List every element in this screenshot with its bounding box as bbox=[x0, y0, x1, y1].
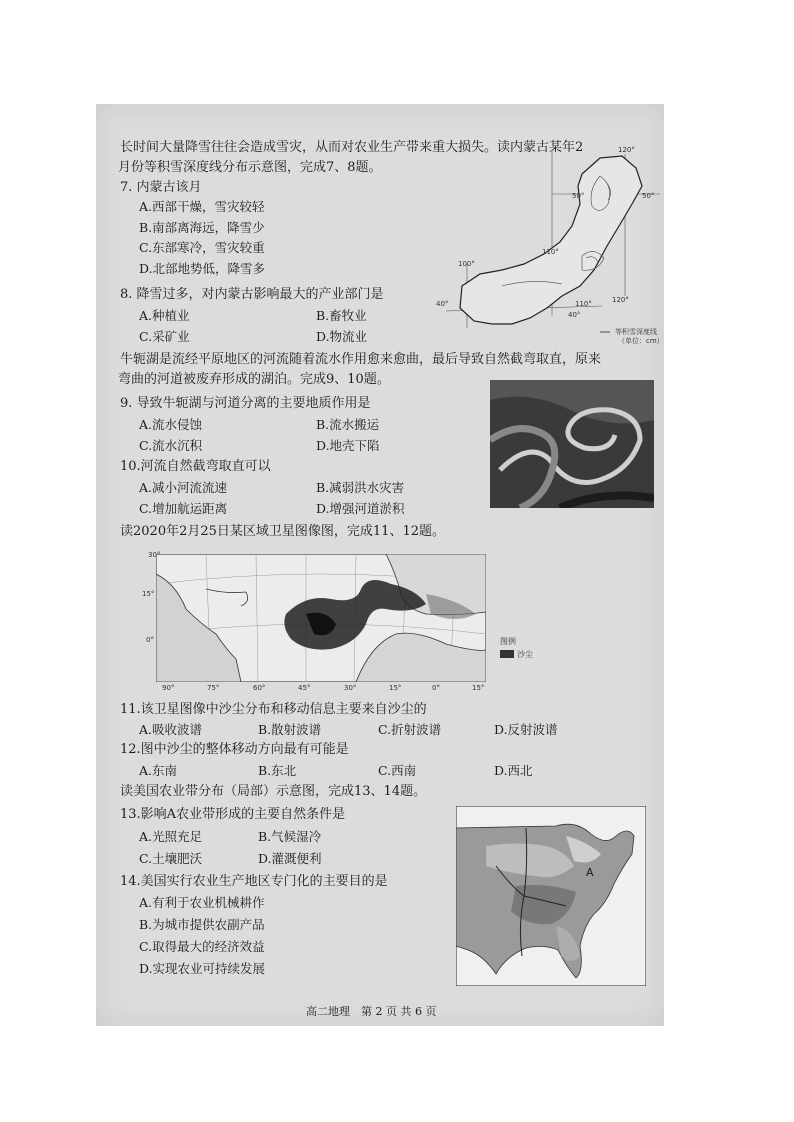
q14-option-a: A.有利于农业机械耕作 bbox=[139, 895, 265, 910]
dust-map-lon-0: 0° bbox=[432, 684, 440, 692]
intro-us: 读美国农业带分布（局部）示意图，完成13、14题。 bbox=[120, 784, 427, 799]
dust-satellite-map bbox=[156, 554, 486, 682]
q12-option-c: C.西南 bbox=[378, 763, 417, 778]
page-footer: 高二地理 第 2 页 共 6 页 bbox=[306, 1005, 437, 1018]
intro-dust: 读2020年2月25日某区域卫星图像图，完成11、12题。 bbox=[120, 524, 445, 539]
q7-option-a: A.西部干燥，雪灾较轻 bbox=[139, 199, 265, 214]
dust-map-lon-90: 90° bbox=[162, 684, 175, 692]
q11-option-c: C.折射波谱 bbox=[378, 722, 442, 737]
snow-map-legend-unit: （单位：cm） bbox=[618, 337, 664, 345]
q8-option-b: B.畜牧业 bbox=[316, 308, 367, 323]
dust-map-lon-75: 75° bbox=[207, 684, 220, 692]
q8-stem: 8. 降雪过多，对内蒙古影响最大的产业部门是 bbox=[120, 287, 384, 302]
snow-map-lat-50-right: 50° bbox=[642, 192, 655, 200]
snow-map-lon-110-bottom: 110° bbox=[575, 300, 592, 308]
snow-map-legend: 等积雪深度线 bbox=[615, 328, 657, 336]
snow-map-lon-120-top: 120° bbox=[618, 146, 635, 154]
dust-map-lon-15w: 15° bbox=[389, 684, 402, 692]
us-agriculture-belt-map bbox=[456, 806, 646, 986]
q10-option-c: C.增加航运距离 bbox=[139, 501, 228, 516]
dust-legend-swatch bbox=[500, 650, 514, 658]
snow-map-lat-40-right: 40° bbox=[568, 311, 581, 319]
intro-oxbow-cont: 弯曲的河道被废弃形成的湖泊。完成9、10题。 bbox=[118, 372, 390, 387]
q11-option-b: B.散射波谱 bbox=[258, 722, 322, 737]
dust-map-lon-60: 60° bbox=[253, 684, 266, 692]
q12-option-b: B.东北 bbox=[258, 763, 297, 778]
q7-option-c: C.东部寒冷，雪灾较重 bbox=[139, 240, 265, 255]
intro-oxbow: 牛轭湖是流经平原地区的河流随着流水作用愈来愈曲，最后导致自然截弯取直，原来 bbox=[120, 352, 602, 367]
q8-option-d: D.物流业 bbox=[316, 329, 368, 344]
snow-map-lat-40-left: 40° bbox=[436, 300, 449, 308]
q12-option-d: D.西北 bbox=[494, 763, 533, 778]
q9-option-b: B.流水搬运 bbox=[316, 417, 380, 432]
q14-stem: 14.美国实行农业生产地区专门化的主要目的是 bbox=[120, 874, 388, 889]
q10-stem: 10.河流自然截弯取直可以 bbox=[120, 459, 271, 474]
q13-option-b: B.气候湿冷 bbox=[258, 829, 322, 844]
intro-snow-cont: 月份等积雪深度线分布示意图，完成7、8题。 bbox=[118, 160, 382, 175]
snow-map-lon-120-bottom: 120° bbox=[612, 296, 629, 304]
snow-map-lon-110: 110° bbox=[542, 248, 559, 256]
dust-map-lon-45: 45° bbox=[298, 684, 311, 692]
q14-option-d: D.实现农业可持续发展 bbox=[139, 961, 266, 976]
dust-legend-title: 图例 bbox=[500, 637, 516, 646]
q7-option-b: B.南部离海远，降雪少 bbox=[139, 220, 265, 235]
q13-option-d: D.灌溉便利 bbox=[258, 851, 322, 866]
q12-stem: 12.图中沙尘的整体移动方向最有可能是 bbox=[120, 742, 349, 757]
dust-map-lat-30: 30° bbox=[148, 551, 161, 559]
q7-stem: 7. 内蒙古该月 bbox=[120, 180, 202, 195]
q9-option-d: D.地壳下陷 bbox=[316, 438, 380, 453]
q13-stem: 13.影响A农业带形成的主要自然条件是 bbox=[120, 807, 346, 822]
q10-option-b: B.减弱洪水灾害 bbox=[316, 480, 405, 495]
dust-map-lat-15: 15° bbox=[142, 590, 155, 598]
intro-snow: 长时间大量降雪往往会造成雪灾，从而对农业生产带来重大损失。读内蒙古某年2 bbox=[120, 140, 584, 155]
oxbow-lake-photo bbox=[490, 380, 654, 508]
us-map-label-a: A bbox=[586, 866, 594, 879]
q14-option-b: B.为城市提供农副产品 bbox=[139, 917, 265, 932]
q14-option-c: C.取得最大的经济效益 bbox=[139, 939, 265, 954]
snow-depth-map bbox=[432, 146, 660, 342]
snow-map-lat-50-left: 50° bbox=[572, 192, 585, 200]
dust-map-lat-0: 0° bbox=[146, 636, 154, 644]
q10-option-d: D.增强河道淤积 bbox=[316, 501, 405, 516]
dust-legend-label: 沙尘 bbox=[517, 650, 533, 659]
q9-option-a: A.流水侵蚀 bbox=[139, 417, 203, 432]
dust-map-lon-30: 30° bbox=[344, 684, 357, 692]
q7-option-d: D.北部地势低，降雪多 bbox=[139, 261, 266, 276]
q10-option-a: A.减小河流流速 bbox=[139, 480, 228, 495]
dust-map-lon-15e: 15° bbox=[472, 684, 485, 692]
snow-map-lon-100-top: 100° bbox=[458, 260, 475, 268]
q11-option-d: D.反射波谱 bbox=[494, 722, 558, 737]
q13-option-a: A.光照充足 bbox=[139, 829, 203, 844]
q9-option-c: C.流水沉积 bbox=[139, 438, 203, 453]
q8-option-a: A.种植业 bbox=[139, 308, 190, 323]
q13-option-c: C.土壤肥沃 bbox=[139, 851, 203, 866]
q9-stem: 9. 导致牛轭湖与河道分离的主要地质作用是 bbox=[120, 396, 371, 411]
q11-option-a: A.吸收波谱 bbox=[139, 722, 203, 737]
q12-option-a: A.东南 bbox=[139, 763, 178, 778]
q8-option-c: C.采矿业 bbox=[139, 329, 190, 344]
q11-stem: 11.该卫星图像中沙尘分布和移动信息主要来自沙尘的 bbox=[120, 702, 427, 717]
